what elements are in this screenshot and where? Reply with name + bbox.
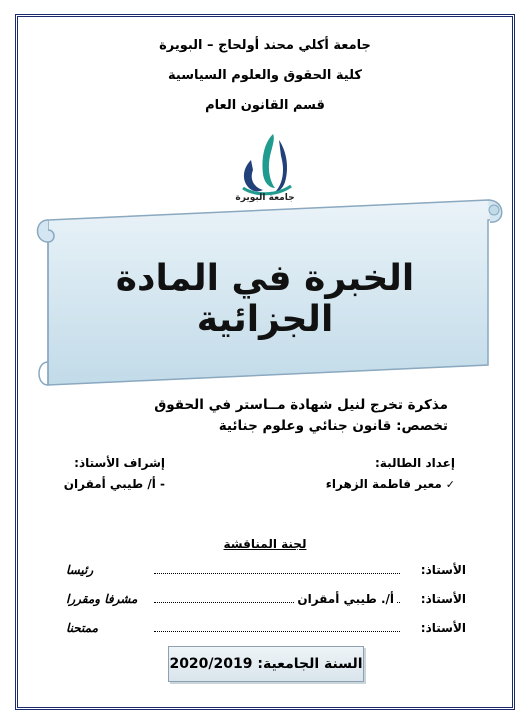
check-icon: ✓ xyxy=(445,478,455,491)
academic-year-box xyxy=(168,646,364,682)
academic-year-value: 2020/2019 xyxy=(169,656,253,672)
jury-label: الأستاذ: xyxy=(420,592,466,606)
memo-line-degree: مذكرة تخرج لنيل شهادة مــاستر في الحقوق xyxy=(154,397,448,413)
jury-row-supervisor xyxy=(64,592,466,612)
jury-label: الأستاذ: xyxy=(420,621,466,635)
memo-description xyxy=(154,395,448,437)
student-label: إعداد الطالبة: xyxy=(375,456,455,470)
thesis-title: الخبرة في المادة الجزائية xyxy=(115,258,415,340)
supervisor-label: إشراف الأستاذ: xyxy=(74,456,165,470)
jury-label: الأستاذ: xyxy=(420,563,466,577)
supervisor-block xyxy=(64,453,165,495)
student-name: معير فاطمة الزهراء xyxy=(325,477,442,491)
jury-row-president xyxy=(64,563,466,583)
faculty-name: كلية الحقوق والعلوم السياسية xyxy=(168,68,362,83)
dotted-leader xyxy=(154,631,400,632)
student-block xyxy=(326,453,455,495)
logo-caption: جامعة البويرة xyxy=(235,193,295,203)
supervisor-name: - أ/ طيبي أمقران xyxy=(63,477,165,491)
jury-role: مشرفا ومقررا xyxy=(66,592,138,606)
memo-line-specialty: تخصص: قانون جنائي وعلوم جنائية xyxy=(218,418,448,434)
jury-member-name: أ/. طيبي أمقران xyxy=(297,592,394,606)
dotted-leader xyxy=(154,573,400,574)
jury-row-examiner xyxy=(64,621,466,641)
university-name: جامعة أكلي محند أولحاج – البويرة xyxy=(159,38,371,53)
student-entry xyxy=(326,474,455,495)
jury-role: رئيسا xyxy=(66,563,94,577)
academic-year-label: السنة الجامعية: xyxy=(257,656,363,672)
jury-title: لجنة المناقشة xyxy=(223,537,307,551)
department-name: قسم القانون العام xyxy=(205,98,325,113)
jury-role: ممتحنا xyxy=(66,621,99,635)
